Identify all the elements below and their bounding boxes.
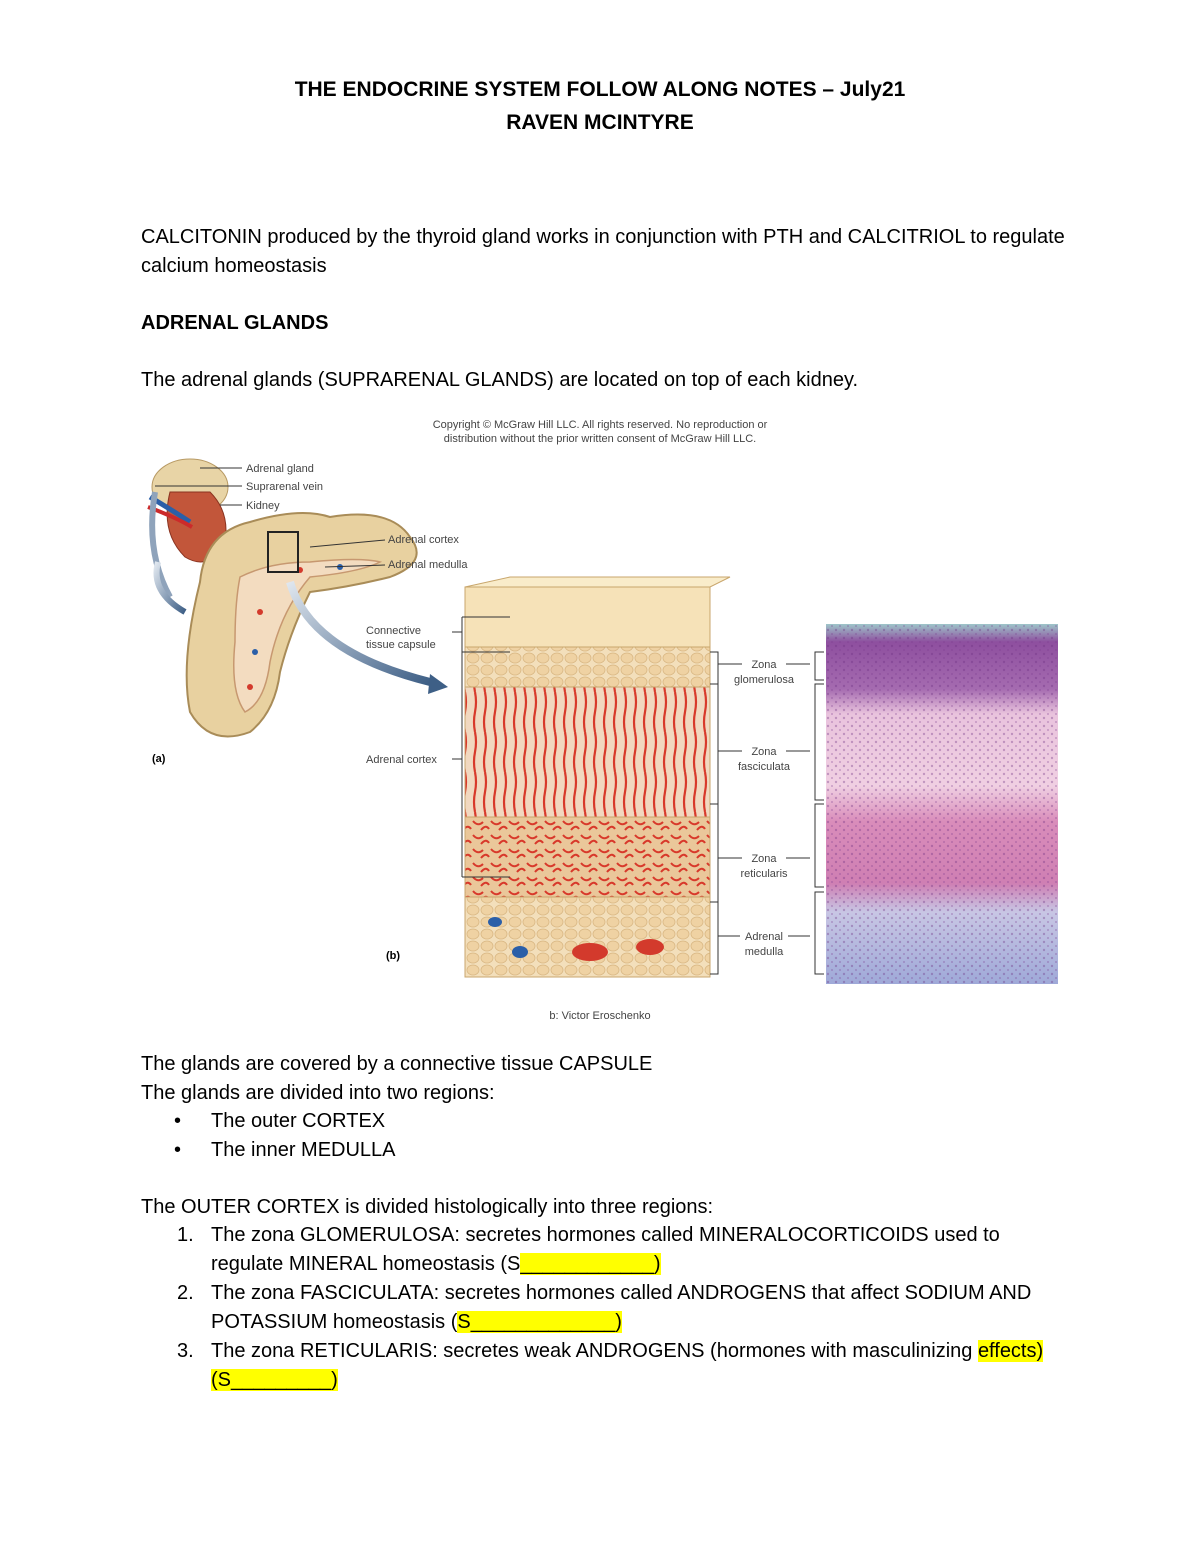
label-adrenal-medulla-b-2: medulla <box>744 946 784 958</box>
label-adrenal-cortex-b: Adrenal cortex <box>366 754 437 766</box>
cortex-zones-list <box>141 1221 1071 1395</box>
list-item: 1. The zona GLOMERULOSA: secretes hormones called MINERALOCORTICOIDS used to regulate MINERAL homeostasis (S____________) <box>177 1224 1000 1275</box>
copyright-line-2: distribution without the prior written consent of McGraw Hill LLC. <box>443 433 757 445</box>
bullet-icon: • <box>174 1139 182 1161</box>
label-zona-glomerulosa-1: Zona <box>751 659 777 671</box>
adrenal-location-text: The adrenal glands (SUPRARENAL GLANDS) are located on top of each kidney. <box>141 369 859 391</box>
label-adrenal-gland: Adrenal gland <box>246 463 314 475</box>
label-zona-fasciculata-2: fasciculata <box>738 761 790 773</box>
label-kidney: Kidney <box>246 500 280 512</box>
document-title: THE ENDOCRINE SYSTEM FOLLOW ALONG NOTES – July21 <box>294 78 906 101</box>
copyright-line-1: Copyright © McGraw Hill LLC. All rights reserved. No reproduction or <box>432 419 768 431</box>
label-capsule-2: tissue capsule <box>366 639 436 651</box>
label-zona-fasciculata-1: Zona <box>751 746 777 758</box>
fill-in-blank: effects) (S_________) <box>211 1340 1044 1391</box>
list-item: 3. The zona RETICULARIS: secretes weak ANDROGENS (hormones with masculinizing effects) (S_________) <box>177 1340 1044 1391</box>
figure-credit: b: Victor Eroschenko <box>549 1010 651 1022</box>
regions-text: The glands are divided into two regions: <box>141 1082 495 1104</box>
document-author: RAVEN MCINTYRE <box>506 111 694 134</box>
label-zona-reticularis-2: reticularis <box>740 868 788 880</box>
label-adrenal-medulla-b-1: Adrenal <box>745 931 783 943</box>
label-part-b: (b) <box>386 950 401 962</box>
label-zona-glomerulosa-2: glomerulosa <box>734 674 794 686</box>
histology-micrograph <box>826 624 1058 984</box>
cortex-intro-text: The OUTER CORTEX is divided histologically into three regions: <box>141 1196 714 1218</box>
cortex-tissue-block <box>465 577 730 977</box>
capsule-text: The glands are covered by a connective tissue CAPSULE <box>141 1053 653 1075</box>
label-capsule-1: Connective <box>366 625 422 637</box>
fill-in-blank: S_____________) <box>457 1311 622 1333</box>
label-suprarenal-vein: Suprarenal vein <box>246 481 324 493</box>
list-item: • The inner MEDULLA <box>141 1136 396 1165</box>
bullet-icon: • <box>174 1110 182 1132</box>
label-adrenal-medulla-a: Adrenal medulla <box>388 559 468 571</box>
list-item: 2. The zona FASCICULATA: secretes hormones called ANDROGENS that affect SODIUM AND POTASSIUM homeostasis (S_____________) <box>177 1282 1032 1333</box>
calcitonin-paragraph: CALCITONIN produced by the thyroid gland works in conjunction with PTH and CALCITRIOL to regulate calcium homeostasis <box>141 226 1065 277</box>
regions-list <box>141 1107 396 1165</box>
list-item: • The outer CORTEX <box>141 1107 396 1136</box>
label-adrenal-cortex-a: Adrenal cortex <box>388 534 459 546</box>
section-heading: ADRENAL GLANDS <box>141 312 329 334</box>
fill-in-blank: ____________) <box>520 1253 661 1275</box>
zone-labels <box>710 652 824 974</box>
label-zona-reticularis-1: Zona <box>751 853 777 865</box>
adrenal-figure <box>130 412 1070 1027</box>
label-part-a: (a) <box>152 753 166 765</box>
